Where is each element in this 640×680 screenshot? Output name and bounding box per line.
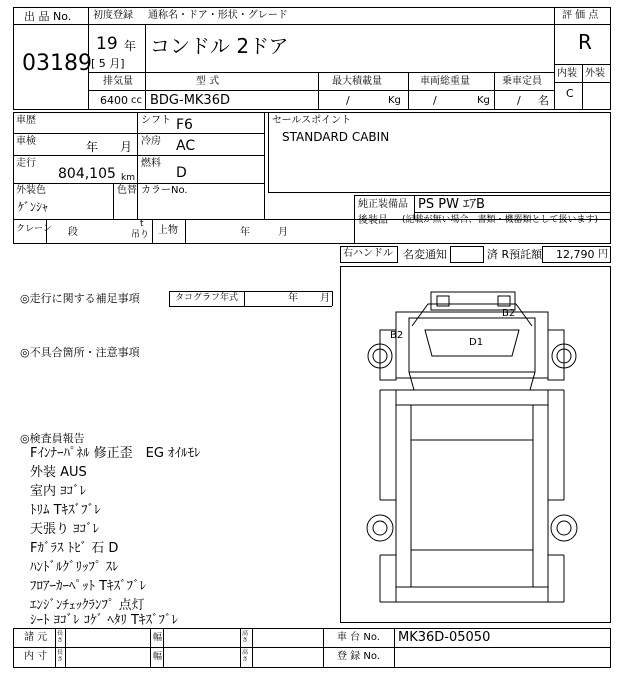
mount-label: 上物 (158, 225, 178, 236)
standard-equipment: PS PW ｴｱB (418, 197, 485, 212)
height-label: 高さ (242, 630, 249, 644)
model-code: BDG-MK36D (150, 93, 230, 108)
aftermarket-label: 後装品 (358, 215, 388, 226)
lot-no: 03189 (22, 51, 92, 76)
inner-width-label: 幅 (153, 652, 163, 662)
crane-ton-label: t (140, 219, 144, 229)
overall-grade: R (578, 30, 592, 54)
mount-month-label: 月 (278, 227, 288, 238)
max-load-unit: Kg (388, 95, 401, 106)
body-color-label: 外装色 (16, 185, 46, 196)
capacity-unit: 名 (538, 94, 549, 107)
mount-year-label: 年 (240, 227, 250, 238)
grade-label: 評 価 点 (562, 10, 599, 21)
inspector-line: ﾊﾝﾄﾞﾙｸﾞﾘｯﾌﾟ ｽﾚ (30, 560, 119, 575)
mileage-unit: km (121, 173, 135, 183)
displacement: 6400 (100, 94, 128, 107)
exterior-grade-label: 外装 (585, 68, 605, 79)
color-code-label: カラーNo. (141, 185, 188, 196)
name-change-label: 名変通知 (403, 248, 447, 261)
length-label: 長さ (57, 630, 64, 644)
yen-label: 円 (598, 249, 608, 260)
history-label: 車歴 (16, 115, 36, 126)
gross-weight-value: / (433, 94, 437, 107)
tachograph-year: 年 (288, 293, 298, 304)
rhd-label: 右ハンドル (343, 248, 393, 259)
inspection-year: 年 (86, 140, 99, 154)
inner-length-label: 長さ (57, 649, 64, 663)
aftermarket-note: (記載が無い場合、書類・機器類として扱います) (402, 215, 599, 225)
selling-points: STANDARD CABIN (282, 130, 390, 144)
recycle-label: 済 R預託額 (487, 248, 543, 261)
inspection-label: 車検 (16, 136, 36, 147)
crane-stage-label: 段 (68, 227, 78, 238)
inner-dimensions-label: 内 寸 (24, 651, 48, 662)
mileage-value: 804,105 (58, 166, 116, 182)
damage-mark-d1: D1 (469, 337, 484, 348)
crane-label: クレーン (16, 224, 52, 234)
dimensions-label: 諸 元 (24, 632, 48, 643)
recycle-amount: 12,790 (556, 248, 595, 261)
interior-grade: C (566, 87, 574, 100)
damage-mark-b2-right: B2 (502, 308, 516, 319)
tachograph-label: タコグラフ年式 (175, 293, 239, 303)
registration-year: 19 (96, 34, 118, 54)
damage-mark-b2-left: B2 (390, 330, 404, 341)
max-load-value: / (346, 94, 350, 107)
standard-equipment-label: 純正装備品 (358, 199, 408, 210)
shift-label: シフト (141, 115, 171, 126)
lot-no-label: 出 品 No. (24, 10, 72, 23)
inspector-line: ﾄﾘﾑ Tｷｽﾞﾌﾞﾚ (30, 503, 101, 518)
year-unit: 年 (124, 39, 137, 53)
first-registration-label: 初度登録 (93, 10, 133, 21)
inspection-month: 月 (120, 140, 133, 154)
gross-weight-unit: Kg (477, 95, 490, 106)
vehicle-name: コンドル 2ドア (150, 34, 289, 58)
inner-height-label: 高さ (242, 649, 249, 663)
ac-label: 冷房 (141, 136, 161, 147)
chassis-no: MK36D-05050 (398, 630, 491, 645)
displacement-unit: cc (131, 95, 142, 106)
inspector-line: 外装 AUS (30, 465, 87, 480)
tachograph-month: 月 (320, 293, 330, 304)
defect-notes-title: ◎不具合箇所・注意事項 (20, 346, 140, 359)
inspector-line: Fｲﾝﾅｰﾊﾟﾈﾙ 修正歪 EG ｵｲﾙﾓﾚ (30, 446, 201, 461)
selling-points-label: セールスポイント (272, 115, 352, 126)
interior-grade-label: 内装 (557, 68, 577, 79)
color-change-label: 色替 (117, 185, 137, 196)
model-label: 型 式 (196, 76, 220, 87)
ac-value: AC (176, 138, 196, 154)
fuel-value: D (176, 165, 187, 181)
inspector-line: ﾌﾛｱｰｶｰﾍﾟｯﾄ Tｷｽﾞﾌﾞﾚ (30, 579, 147, 594)
registration-month: [ 5 月] (91, 57, 125, 70)
inspector-line: 室内 ﾖｺﾞﾚ (30, 484, 87, 499)
inspector-line: Fｶﾞﾗｽ ﾄﾋﾞ 石 D (30, 541, 119, 556)
registration-no-label: 登 録 No. (337, 651, 380, 662)
capacity-value: / (517, 94, 521, 107)
displacement-label: 排気量 (103, 76, 133, 87)
gross-weight-label: 車両総重量 (420, 76, 470, 87)
max-load-label: 最大積載量 (332, 76, 382, 87)
driving-notes-title: ◎走行に関する補足事項 (20, 292, 140, 305)
fuel-label: 燃料 (141, 158, 161, 169)
inspector-line: ｼｰﾄ ﾖｺﾞﾚ ｺｹﾞ ﾍﾀﾘ Tｷｽﾞﾌﾞﾚ (30, 613, 178, 628)
inspector-line: ｴﾝｼﾞﾝﾁｪｯｸﾗﾝﾌﾟ 点灯 (30, 598, 145, 613)
inspector-report-title: ◎検査員報告 (20, 432, 85, 445)
width-label: 幅 (153, 633, 163, 643)
crane-lift-label: 吊り (131, 230, 150, 240)
mileage-label: 走行 (16, 158, 36, 169)
body-color: ｹﾞﾝｼｬ (18, 200, 49, 214)
vehicle-name-label: 通称名・ドア・形状・グレード (148, 10, 288, 21)
shift-value: F6 (176, 117, 193, 133)
chassis-no-label: 車 台 No. (337, 632, 380, 643)
inspector-line: 天張り ﾖｺﾞﾚ (30, 522, 100, 537)
capacity-label: 乗車定員 (502, 76, 542, 87)
